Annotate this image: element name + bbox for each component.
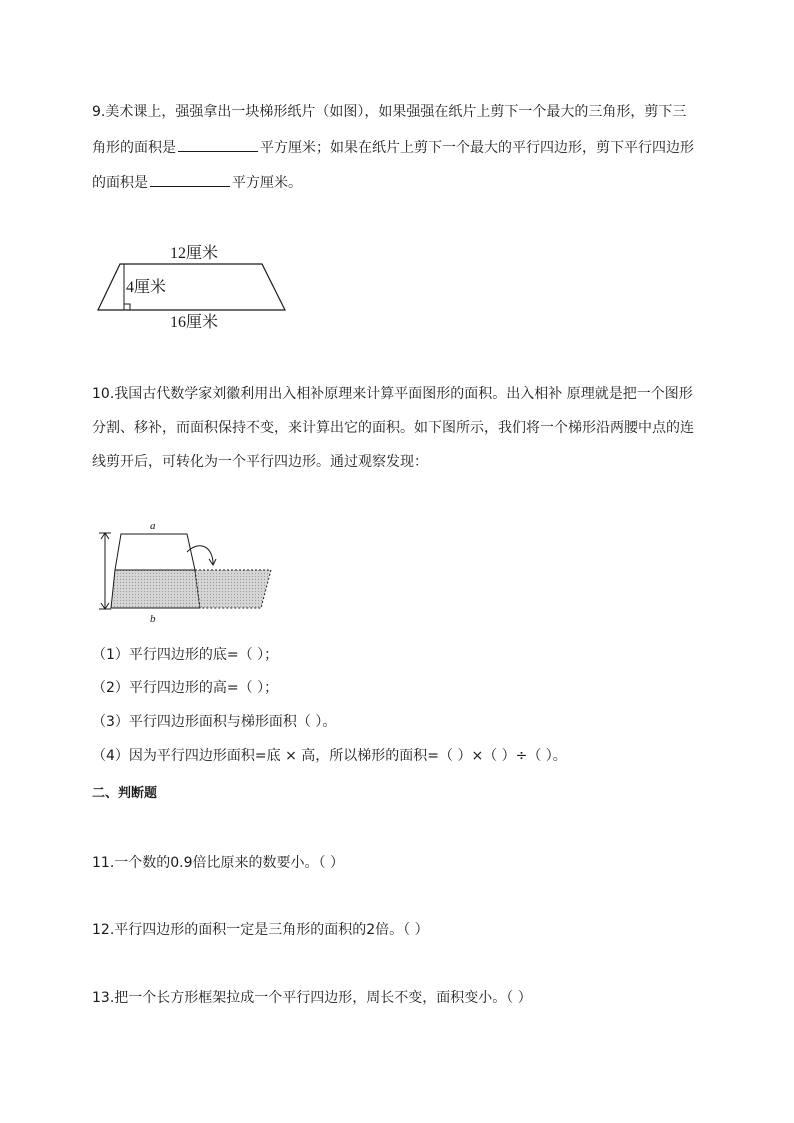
rotation-arrow (187, 546, 213, 564)
q10-sub2: （2）平行四边形的高=（ ）； (92, 680, 279, 696)
q10-line2: 分割、移补，而面积保持不变，来计算出它的面积。如下图所示，我们将一个梯形沿两腰中点的连 (92, 420, 694, 436)
transform-figure (95, 518, 275, 626)
label-b: b (150, 613, 156, 625)
top-base-label: 12厘米 (170, 245, 219, 262)
q9-line3 (92, 172, 302, 193)
q9-line2-suffix: 平方厘米；如果在纸片上剪下一个最大的平行四边形，剪下平行四边形 (260, 140, 694, 156)
trapezoid-lower-part (111, 570, 200, 608)
q10-sub3: （3）平行四边形面积与梯形面积（ ）。 (92, 714, 337, 730)
q10-sub1: （1）平行四边形的底=（ ）； (92, 647, 279, 663)
q12-text: 12.平行四边形的面积一定是三角形的面积的2倍。（ ） (92, 922, 429, 938)
section-title-judgement: 二、判断题 (92, 786, 158, 801)
q9-line2-prefix: 角形的面积是 (92, 140, 176, 156)
q11-text: 11.一个数的0.9倍比原来的数要小。（ ） (92, 855, 344, 871)
q9-line2 (92, 137, 694, 158)
answer-blank-triangle[interactable] (178, 137, 258, 152)
q9-line3-prefix: 的面积是 (92, 175, 148, 191)
q10-line3: 线剪开后，可转化为一个平行四边形。通过观察发现： (92, 454, 428, 470)
q10-line1: 10.我国古代数学家刘徽利用出入相补原理来计算平面图形的面积。出入相补 原理就是把一个图形 (92, 386, 693, 402)
height-label: 4厘米 (126, 279, 167, 296)
q13-text: 13.把一个长方形框架拉成一个平行四边形，周长不变，面积变小。（ ） (92, 990, 532, 1006)
label-a: a (150, 520, 156, 532)
q9-line3-suffix: 平方厘米。 (232, 175, 302, 191)
moved-piece (195, 570, 271, 608)
right-angle-mark (124, 304, 130, 310)
q9-line1: 9.美术课上，强强拿出一块梯形纸片（如图），如果强强在纸片上剪下一个最大的三角形，剪下三 (92, 104, 687, 120)
answer-blank-parallelogram[interactable] (150, 172, 230, 187)
trapezoid-figure (90, 240, 300, 335)
trapezoid-upper-outline (115, 534, 195, 570)
q10-sub4: （4）因为平行四边形面积=底 × 高，所以梯形的面积=（ ）×（ ）÷（ ）。 (92, 748, 567, 764)
bottom-base-label: 16厘米 (170, 314, 219, 331)
